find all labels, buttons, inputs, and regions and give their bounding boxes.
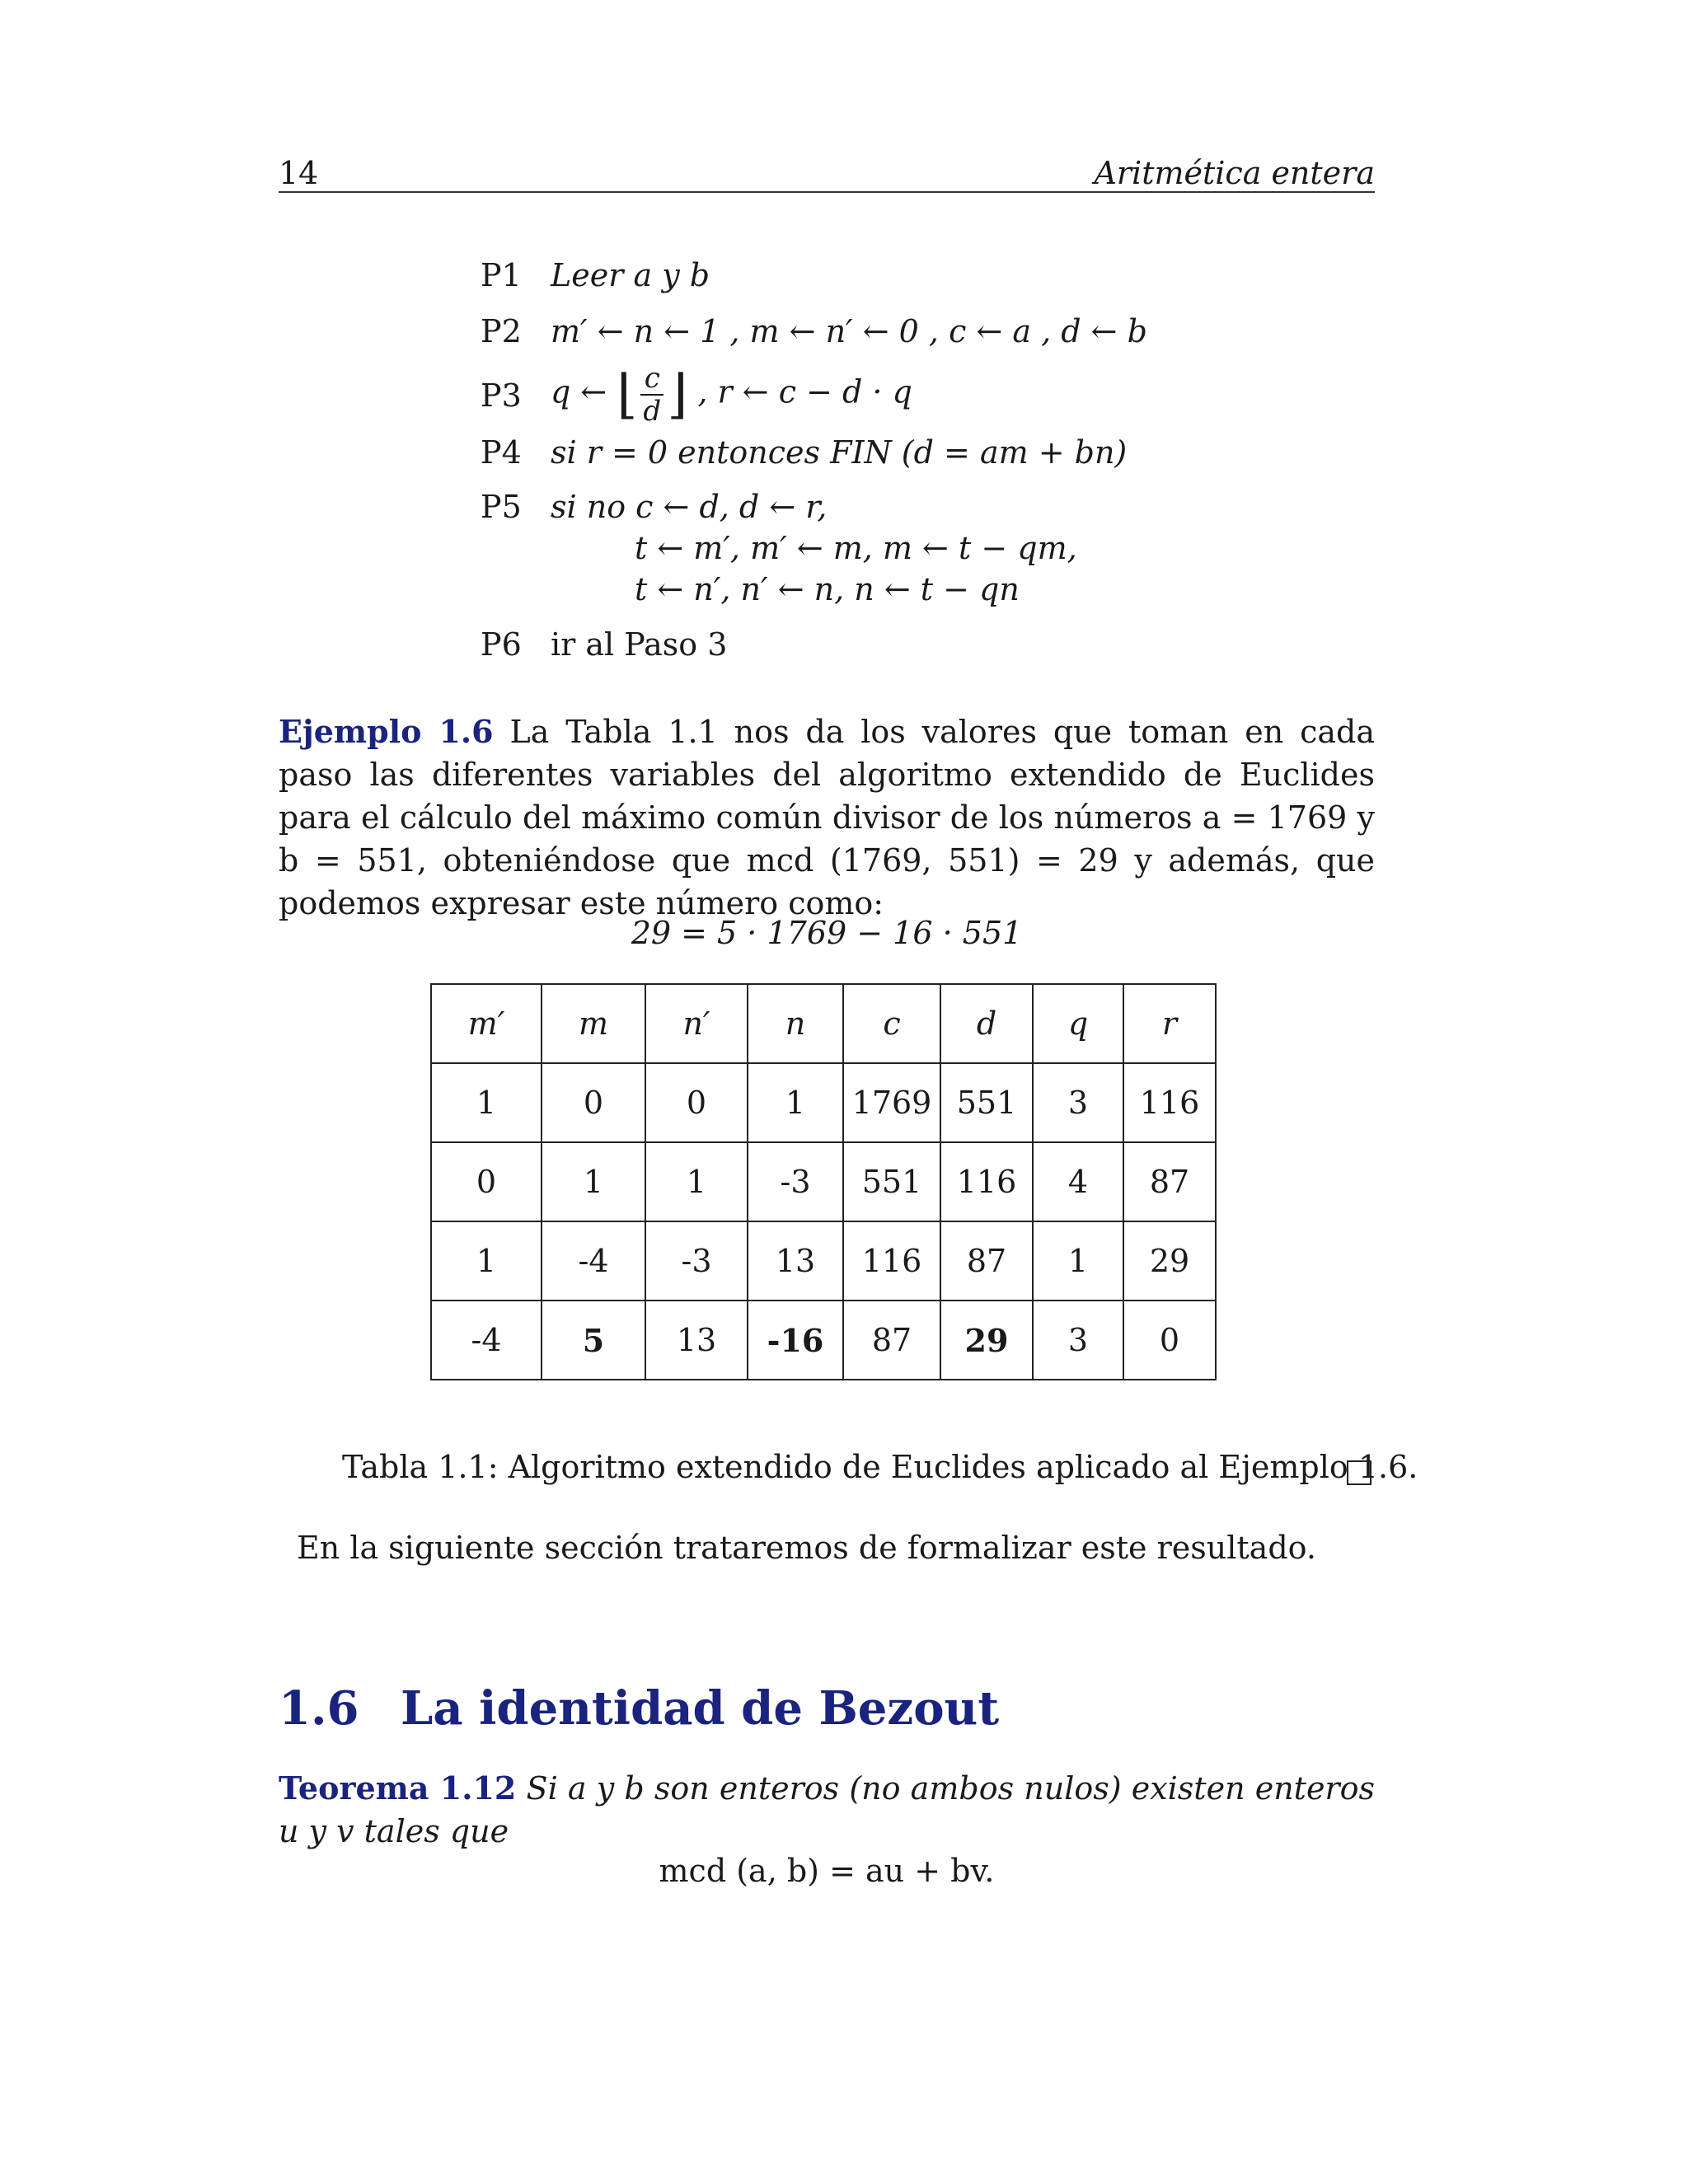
header-cell: n [748, 984, 843, 1063]
header-cell: c [843, 984, 940, 1063]
header-cell: m [542, 984, 645, 1063]
section-heading [279, 1681, 999, 1736]
table-row [431, 1301, 1216, 1380]
table-cell: 116 [843, 1221, 940, 1301]
table-cell: 0 [431, 1142, 542, 1221]
table-cell: 0 [542, 1063, 645, 1142]
header-cell: q [1033, 984, 1123, 1063]
step-rest: , r ← c − d · q [697, 373, 912, 410]
table-cell: 1 [645, 1142, 748, 1221]
table-cell: 29 [1123, 1221, 1216, 1301]
table-cell: 1 [431, 1063, 542, 1142]
table-cell: -4 [431, 1301, 542, 1380]
table-cell-bold: -16 [748, 1301, 843, 1380]
fraction-denominator: d [643, 395, 662, 428]
header-cell: r [1123, 984, 1216, 1063]
table-header-row [431, 984, 1216, 1063]
table-cell: 0 [1123, 1301, 1216, 1380]
table-cell: -3 [748, 1142, 843, 1221]
fraction-numerator: c [644, 362, 660, 395]
step-label: P5 [481, 489, 522, 525]
step-text [551, 363, 912, 427]
example-heading: Ejemplo 1.6 [279, 713, 494, 750]
step-text: m′ ← n ← 1 , m ← n′ ← 0 , c ← a , d ← b [551, 313, 1147, 349]
example-equation: 29 = 5 · 1769 − 16 · 551 [631, 915, 1023, 951]
example-body: La Tabla 1.1 nos da los valores que toman en cada paso las diferentes variables del algoritmo extendido de Euclides para el cálculo del máximo común divisor de los números a = 1769 y b = 551, obteniéndose que mcd (1769, 551) = 29 y además, que podemos expresar este número como: [279, 714, 1375, 921]
theorem-paragraph [279, 1767, 1375, 1853]
table-cell: 3 [1033, 1063, 1123, 1142]
example-paragraph [279, 710, 1375, 925]
table-cell: 551 [843, 1142, 940, 1221]
header-cell: n′ [645, 984, 748, 1063]
theorem-equation: mcd (a, b) = au + bv. [659, 1853, 995, 1889]
table-cell: 13 [748, 1221, 843, 1301]
step-text: ir al Paso 3 [551, 626, 728, 663]
table-row [431, 1221, 1216, 1301]
step-label: P1 [481, 257, 522, 293]
table-cell: 87 [940, 1221, 1033, 1301]
table-cell: 13 [645, 1301, 748, 1380]
section-title: La identidad de Bezout [401, 1681, 1000, 1736]
step-text-line3: t ← n′, n′ ← n, n ← t − qn [635, 571, 1020, 607]
step-label: P3 [481, 377, 522, 414]
step-text: si no c ← d, d ← r, [551, 489, 828, 525]
table-cell-bold: 5 [542, 1301, 645, 1380]
table-cell: 4 [1033, 1142, 1123, 1221]
table-caption: Tabla 1.1: Algoritmo extendido de Euclides aplicado al Ejemplo 1.6. [342, 1449, 1418, 1485]
step-label: P6 [481, 626, 522, 663]
table-cell-bold: 29 [940, 1301, 1033, 1380]
table-cell: 87 [1123, 1142, 1216, 1221]
step-text-line2: t ← m′, m′ ← m, m ← t − qm, [635, 530, 1077, 566]
table-row [431, 1063, 1216, 1142]
header-cell: d [940, 984, 1033, 1063]
header-rule [279, 191, 1375, 193]
table-row [431, 1142, 1216, 1221]
floor-fraction: ⌊ $\frac{c}{d}$ ⌋ [617, 362, 688, 428]
table-cell: -4 [542, 1221, 645, 1301]
table-cell: 1 [1033, 1221, 1123, 1301]
step-q-prefix: q ← [551, 373, 607, 410]
header-cell: m′ [431, 984, 542, 1063]
table-cell: 1 [542, 1142, 645, 1221]
table-cell: 0 [645, 1063, 748, 1142]
table-cell: 87 [843, 1301, 940, 1380]
table-cell: 1 [748, 1063, 843, 1142]
qed-square-icon [1347, 1460, 1372, 1485]
step-text: Leer a y b [551, 257, 710, 293]
step-text: si r = 0 entonces FIN (d = am + bn) [551, 434, 1128, 471]
table-cell: 116 [940, 1142, 1033, 1221]
table-cell: 3 [1033, 1301, 1123, 1380]
section-number: 1.6 [279, 1681, 359, 1736]
euclid-table [430, 983, 1217, 1380]
table-cell: 1 [431, 1221, 542, 1301]
running-title: Aritmética entera [1094, 155, 1375, 191]
step-label: P4 [481, 434, 522, 471]
theorem-body: Si a y b son enteros (no ambos nulos) existen enteros u y v tales que [279, 1770, 1375, 1849]
theorem-heading: Teorema 1.12 [279, 1769, 517, 1807]
table-cell: 551 [940, 1063, 1033, 1142]
table-cell: 116 [1123, 1063, 1216, 1142]
step-label: P2 [481, 313, 522, 349]
table-cell: -3 [645, 1221, 748, 1301]
after-table-paragraph: En la siguiente sección trataremos de formalizar este resultado. [297, 1530, 1316, 1566]
table-cell: 1769 [843, 1063, 940, 1142]
page-number: 14 [279, 155, 319, 191]
